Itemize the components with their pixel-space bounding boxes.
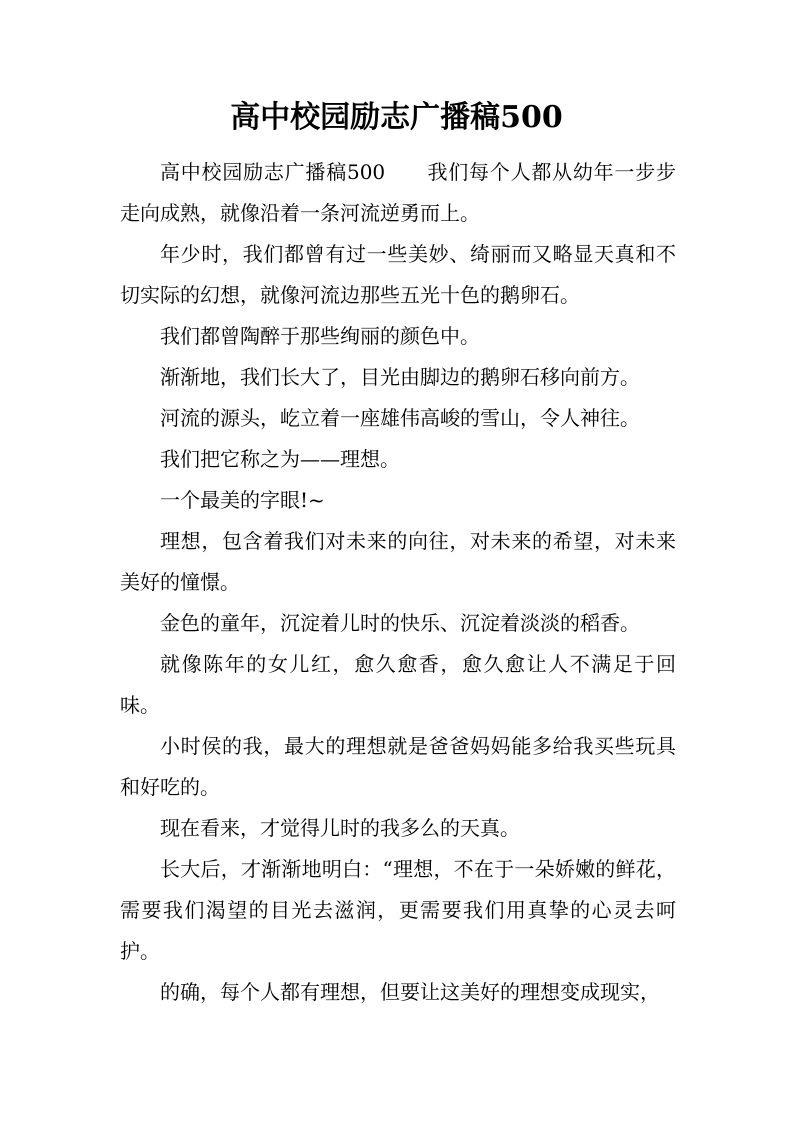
paragraph: 长大后，才渐渐地明白：“理想，不在于一朵娇嫩的鲜花，需要我们渴望的目光去滋润，更需要我们用真挚的心灵去呵护。 <box>120 857 676 963</box>
paragraph: 的确，每个人都有理想，但要让这美好的理想变成现实， <box>160 980 660 1004</box>
paragraph: 理想，包含着我们对未来的向往，对未来的希望，对未来美好的憧憬。 <box>120 529 676 594</box>
paragraph: 河流的源头，屹立着一座雄伟高峻的雪山，令人神往。 <box>160 406 640 430</box>
paragraph: 金色的童年，沉淀着儿时的快乐、沉淀着淡淡的稻香。 <box>160 611 640 635</box>
document-body <box>120 152 676 1013</box>
paragraph: 一个最美的字眼!~ <box>160 488 325 512</box>
paragraph: 渐渐地，我们长大了，目光由脚边的鹅卵石移向前方。 <box>160 365 640 389</box>
paragraph: 年少时，我们都曾有过一些美妙、绮丽而又略显天真和不切实际的幻想，就像河流边那些五光十色的鹅卵石。 <box>120 242 676 307</box>
paragraph: 小时侯的我，最大的理想就是爸爸妈妈能多给我买些玩具和好吃的。 <box>120 734 676 799</box>
paragraph: 现在看来，才觉得儿时的我多么的天真。 <box>160 816 520 840</box>
paragraph: 我们都曾陶醉于那些绚丽的颜色中。 <box>160 324 480 348</box>
paragraph: 我们把它称之为——理想。 <box>160 447 400 471</box>
paragraph: 高中校园励志广播稿500 我们每个人都从幼年一步步走向成熟，就像沿着一条河流逆勇而上。 <box>120 160 676 225</box>
document-title: 高中校园励志广播稿500 <box>230 100 563 135</box>
paragraph: 就像陈年的女儿红，愈久愈香，愈久愈让人不满足于回味。 <box>120 652 676 717</box>
